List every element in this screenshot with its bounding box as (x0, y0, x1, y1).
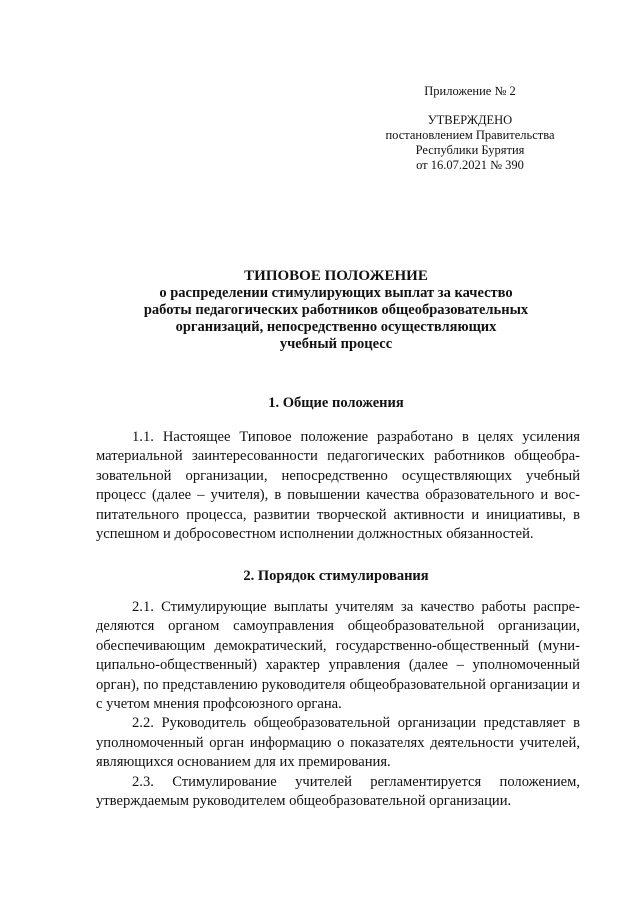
approval-line: Республики Бурятия (415, 143, 525, 157)
title-line: работы педагогических работников общеобразовательных (143, 302, 529, 318)
title-line: организаций, непосредственно осуществляющих (175, 319, 497, 335)
section-heading: 2. Порядок стимулирования (243, 568, 429, 584)
approval-line: постановлением Правительства (385, 128, 555, 142)
section-1-body (96, 428, 580, 544)
title-line: о распределении стимулирующих выплат за качество (159, 285, 513, 301)
title-main: ТИПОВОЕ ПОЛОЖЕНИЕ (244, 268, 428, 284)
paragraph: 2.3. Стимулирование учителей регламентируется положением, утверждаемым руководителем общеобразовательной организации. (96, 773, 580, 810)
approval-line: УТВЕРЖДЕНО (427, 113, 513, 127)
paragraph: 2.2. Руководитель общеобразовательной организации представляет в уполномоченный орган информацию о показателях деятельности учителей, являющихся основанием для их премирования. (96, 715, 580, 771)
approval-line: от 16.07.2021 № 390 (416, 158, 524, 172)
annex-number: Приложение № 2 (424, 84, 516, 98)
section-heading: 1. Общие положения (268, 395, 404, 411)
paragraph: 2.1. Стимулирующие выплаты учителям за качество работы распределяются органом самоуправления общеобразовательной организации, обеспечивающим демократический, государственно-общественный (муниципально-общественный) характер управления (далее – уполномоченный орган), по представлению руководителя общеобразовательной организации и с учетом мнения профсоюзного органа. (96, 599, 580, 713)
title-line: учебный процесс (279, 336, 393, 352)
approval-block (380, 84, 560, 173)
section-2-body (96, 598, 580, 811)
paragraph: 1.1. Настоящее Типовое положение разработано в целях усиления материальной заинтересованности педагогических работников общеобразовательной организации, непосредственно осуществляющих учебный процесс (далее – учителя), в повышении качества образовательного и воспитательного процесса, развитии творческой активности и инициативы, в успешном и добросовестном исполнении должностных обязанностей. (96, 429, 580, 543)
document-title (96, 268, 576, 353)
